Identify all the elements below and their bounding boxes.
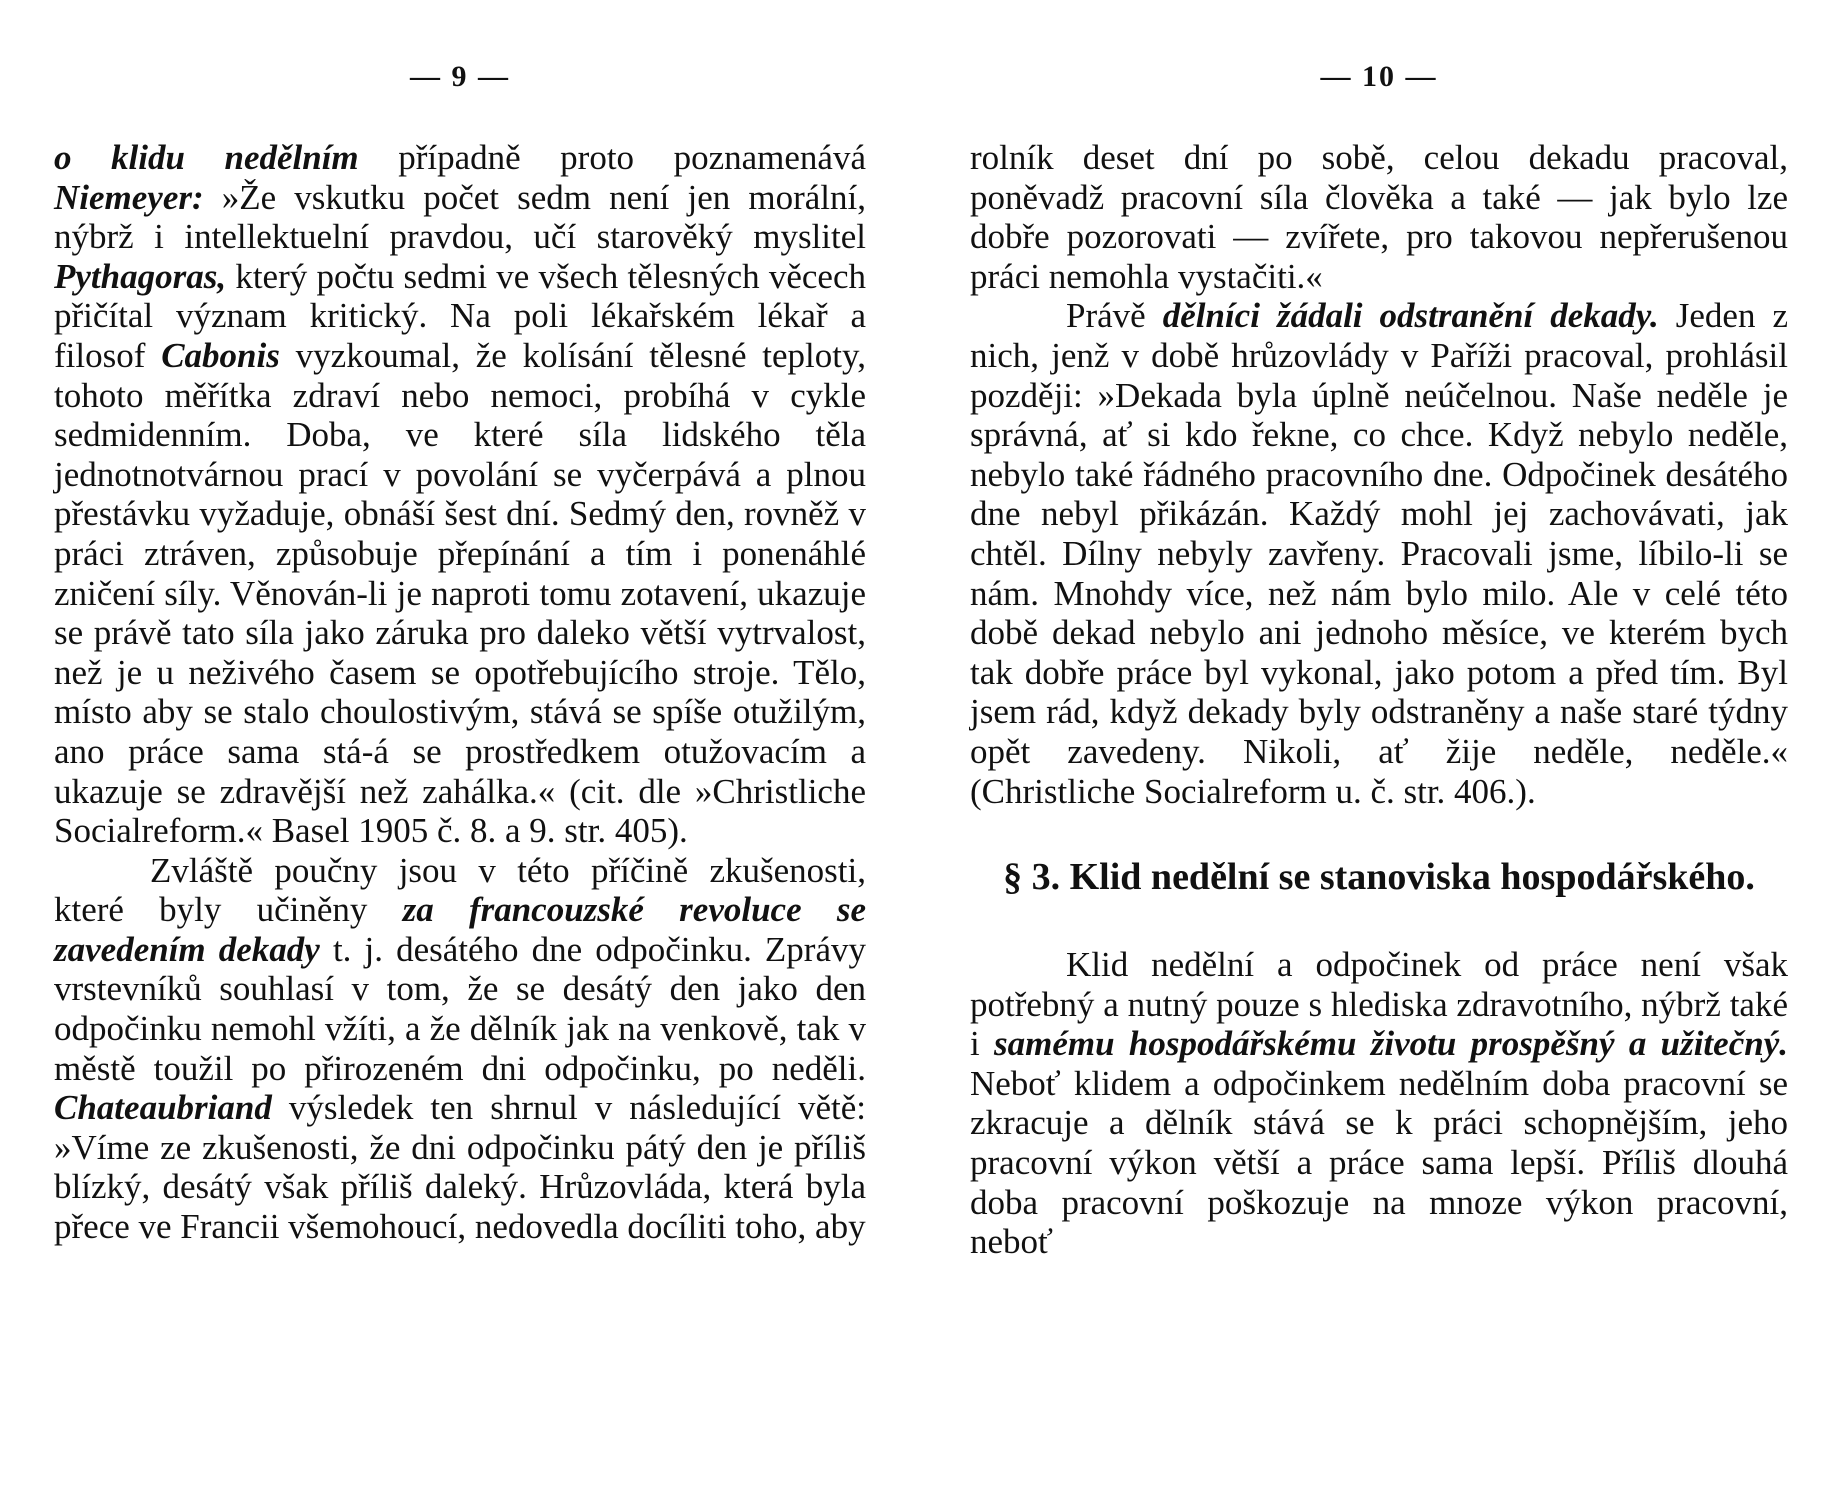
page-number: — 9 — (410, 60, 510, 93)
body-text: Neboť klidem a odpočinkem nedělním doba pracovní se zkracuje a dělník stává se k práci schopnějším, jeho pracovní výkon větší a práce sama lepší. Příliš dlouhá doba pracovní poškozuje na mnoze výkon pracovní, neboť (970, 1063, 1788, 1262)
paragraph: rolník deset dní po sobě, celou dekadu pracoval, poněvadž pracovní síla člověka a také — jak bylo lze dobře pozorovati — zvířete, pro takovou nepřerušenou práci nemohla vystačiti.« (970, 138, 1788, 296)
left-page (54, 0, 866, 1500)
italic-text: za francouzské revoluce se zavedením dekady (54, 890, 866, 969)
paragraph (54, 851, 866, 1247)
paragraph (970, 296, 1788, 811)
body-text: Zvláště poučny jsou v této příčině zkušenosti, které byly učiněny (54, 850, 866, 930)
page-number: — 10 — (1320, 60, 1438, 93)
page-body (54, 138, 866, 1247)
italic-text: Niemeyer: (54, 177, 204, 217)
italic-text: Chateaubriand (54, 1088, 272, 1128)
paragraph (54, 138, 866, 851)
italic-text: Cabonis (161, 335, 280, 375)
paragraph (970, 945, 1788, 1262)
right-page (970, 0, 1788, 1500)
italic-text: Pythagoras, (54, 256, 227, 296)
body-text: »Že vskutku počet sedm není jen morální, nýbrž i intellektuelní pravdou, učí starověký myslitel (54, 177, 866, 257)
page-body (970, 138, 1788, 1262)
italic-text: samému hospodářskému životu prospěšný a užitečný. (994, 1024, 1788, 1064)
body-text: Klid nedělní a odpočinek od práce není však potřebný a nutný pouze s hlediska zdravotního, nýbrž také i (970, 945, 1788, 1064)
section-heading: § 3. Klid nedělní se stanoviska hospodářského. (1003, 856, 1755, 899)
body-text: vyzkoumal, že kolísání tělesné teploty, tohoto měřítka zdraví nebo nemoci, probíhá v cykle sedmidenním. Doba, ve které síla lidského těla jednotnotvárnou prací v povolání se vyčerpává a plnou přestávku vyžaduje, obnáší šest dní. Sedmý den, rovněž v práci ztráven, způsobuje přepínání a tím i ponenáhlé zničení síly. Věnován-li je naproti tomu zotavení, ukazuje se právě tato síla jako záruka pro daleko větší vytrvalost, než je u neživého časem se opotřebujícího stroje. Tělo, místo aby se stalo choulostivým, stává se spíše otužilým, ano práce sama stá-á se prostředkem otužovacím a ukazuje se zdravější než zahálka.« (cit. dle »Christliche Socialreform.« Basel 1905 č. 8. a 9. str. 405). (54, 335, 866, 851)
body-text: t. j. desátého dne odpočinku. Zprávy vrstevníků souhlasí v tom, že se desátý den jako den odpočinku nemohl vžíti, a že dělník jak na venkově, tak v městě toužil po přirozeném dni odpočinku, po neděli. (54, 929, 866, 1088)
body-text: výsledek ten shrnul v následující větě: »Víme ze zkušenosti, že dni odpočinku pátý den je příliš blízký, desátý však příliš daleký. Hrůzovláda, která byla přece ve Francii všemohoucí, nedovedla docíliti toho, aby (54, 1088, 866, 1247)
italic-text: dělníci žádali odstranění dekady. (1162, 296, 1659, 336)
body-text: Jeden z nich, jenž v době hrůzovlády v Paříži pracoval, prohlásil později: »Dekada byla úplně neúčelnou. Naše neděle je správná, ať si kdo řekne, co chce. Když nebylo neděle, nebylo také řádného pracovního dne. Odpočinek desátého dne nebyl přikázán. Každý mohl jej zachovávati, jak chtěl. Dílny nebyly zavřeny. Pracovali jsme, líbilo-li se nám. Mnohdy více, než nám bylo milo. Ale v celé této době dekad nebylo ani jednoho měsíce, ve kterém bych tak dobře práce byl vykonal, jako potom a před tím. Byl jsem rád, když dekady byly odstraněny a naše staré týdny opět zavedeny. Nikoli, ať žije neděle, neděle.« (Christliche Socialreform u. č. str. 406.). (970, 296, 1788, 811)
italic-text: o klidu nedělním (54, 138, 359, 177)
body-text: který počtu sedmi ve všech tělesných věcech přičítal význam kritický. Na poli lékařském lékař a filosof (54, 256, 866, 375)
body-text: případně proto poznamenává (358, 138, 866, 177)
body-text: Právě (1066, 296, 1163, 336)
